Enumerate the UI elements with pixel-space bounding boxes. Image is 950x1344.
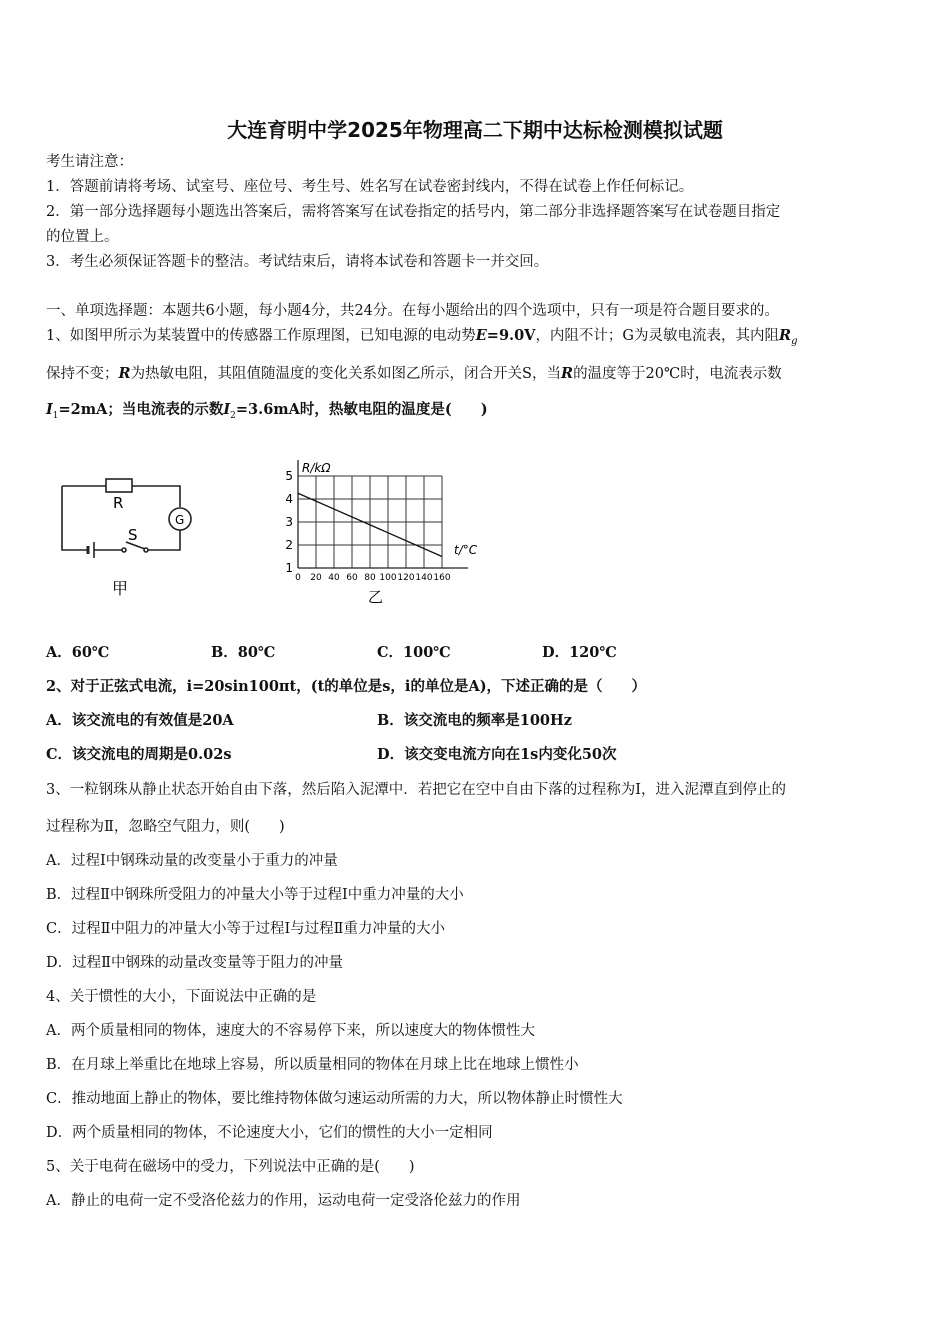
q4-option-a[interactable]: A．两个质量相同的物体，速度大的不容易停下来，所以速度大的物体惯性大 [46,1023,535,1039]
notice-item: 3．考生必须保证答题卡的整洁。考试结束后，请将本试卷和答题卡一并交回。 [46,254,549,270]
q1-option-b[interactable]: B．80℃ [211,644,276,661]
q4-option-d[interactable]: D．两个质量相同的物体，不论速度大小，它们的惯性的大小一定相同 [46,1125,493,1141]
q1-option-d[interactable]: D．120℃ [542,644,617,661]
notice-item: 的位置上。 [46,229,119,245]
q4-option-c[interactable]: C．推动地面上静止的物体，要比维持物体做匀速运动所需的力大，所以物体静止时惯性大 [46,1091,623,1107]
resistor-symbol [106,479,132,492]
y-tick-label: 1 [285,561,293,575]
q2-stem: 2、对于正弦式电流，i=20sin100πt，(t的单位是s，i的单位是A)，下述正确的是（ ） [46,678,647,695]
q2-option-c[interactable]: C．该交流电的周期是0.02s [46,746,232,763]
q1-stem-line1: 1、如图甲所示为某装置中的传感器工作原理图，已知电源的电动势E=9.0V，内阻不计；G为灵敏电流表，其内阻$R_g$ [46,327,798,347]
page-title: 大连育明中学2025年物理高二下期中达标检测模拟试题 [227,118,723,142]
y-tick-label: 5 [285,469,293,483]
notice-heading: 考生请注意： [46,154,133,170]
q3-option-b[interactable]: B．过程Ⅱ中钢珠所受阻力的冲量大小等于过程Ⅰ中重力冲量的大小 [46,887,464,903]
q5-option-a[interactable]: A．静止的电荷一定不受洛伦兹力的作用，运动电荷一定受洛伦兹力的作用 [46,1193,521,1209]
resistance-temperature-chart [270,440,500,610]
q3-option-d[interactable]: D．过程Ⅱ中钢珠的动量改变量等于阻力的冲量 [46,955,343,971]
chart-caption: 乙 [368,588,384,606]
x-tick-label: 100 [379,573,397,583]
q1-stem-line2: 保持不变；R为热敏电阻，其阻值随温度的变化关系如图乙所示，闭合开关S，当R的温度等于20℃时，电流表示数 [46,365,782,382]
x-tick-label: 160 [433,573,451,583]
x-tick-label: 80 [364,573,376,583]
q3-option-c[interactable]: C．过程Ⅱ中阻力的冲量大小等于过程Ⅰ与过程Ⅱ重力冲量的大小 [46,921,446,937]
x-tick-label: 0 [295,573,301,583]
x-tick-label: 20 [310,573,322,583]
x-tick-label: 40 [328,573,340,583]
q3-stem-line1: 3、一粒钢珠从静止状态开始自由下落，然后陷入泥潭中．若把它在空中自由下落的过程称为Ⅰ，进入泥潭直到停止的 [46,782,786,798]
notice-item: 1．答题前请将考场、试室号、座位号、考生号、姓名写在试卷密封线内，不得在试卷上作任何标记。 [46,179,694,195]
x-tick-label: 60 [346,573,358,583]
circuit-diagram [50,470,210,605]
q2-option-b[interactable]: B．该交流电的频率是100Hz [377,712,572,729]
s-label: S [128,526,138,544]
q4-stem: 4、关于惯性的大小，下面说法中正确的是 [46,989,317,1005]
q4-option-b[interactable]: B．在月球上举重比在地球上容易，所以质量相同的物体在月球上比在地球上惯性小 [46,1057,579,1073]
section-heading: 一、单项选择题：本题共6小题，每小题4分，共24分。在每小题给出的四个选项中，只有一项是符合题目要求的。 [46,303,779,319]
q1-stem-line3: $I_1=2mA$；当电流表的示数$I_2=3.6mA$时，热敏电阻的温度是( ) [46,401,488,421]
q3-option-a[interactable]: A．过程Ⅰ中钢珠动量的改变量小于重力的冲量 [46,853,338,869]
q1-option-a[interactable]: A．60℃ [46,644,110,661]
x-tick-label: 120 [397,573,415,583]
q2-option-d[interactable]: D．该交变电流方向在1s内变化50次 [377,746,617,763]
y-tick-label: 2 [285,538,293,552]
y-tick-label: 3 [285,515,293,529]
q3-stem-line2: 过程称为Ⅱ，忽略空气阻力，则( ) [46,819,285,835]
g-label: G [175,513,185,527]
circuit-caption: 甲 [112,579,129,598]
y-tick-label: 4 [285,492,293,506]
x-axis-label: t/°C [454,543,478,557]
notice-item: 2．第一部分选择题每小题选出答案后，需将答案写在试卷指定的括号内，第二部分非选择题答案写在试卷题目指定 [46,204,781,220]
q2-option-a[interactable]: A．该交流电的有效值是20A [46,712,234,729]
q1-option-c[interactable]: C．100℃ [377,644,451,661]
r-label: R [113,494,124,512]
q5-stem: 5、关于电荷在磁场中的受力，下列说法中正确的是( ) [46,1159,415,1175]
x-tick-label: 140 [415,573,433,583]
y-axis-label: R/kΩ [302,461,331,475]
